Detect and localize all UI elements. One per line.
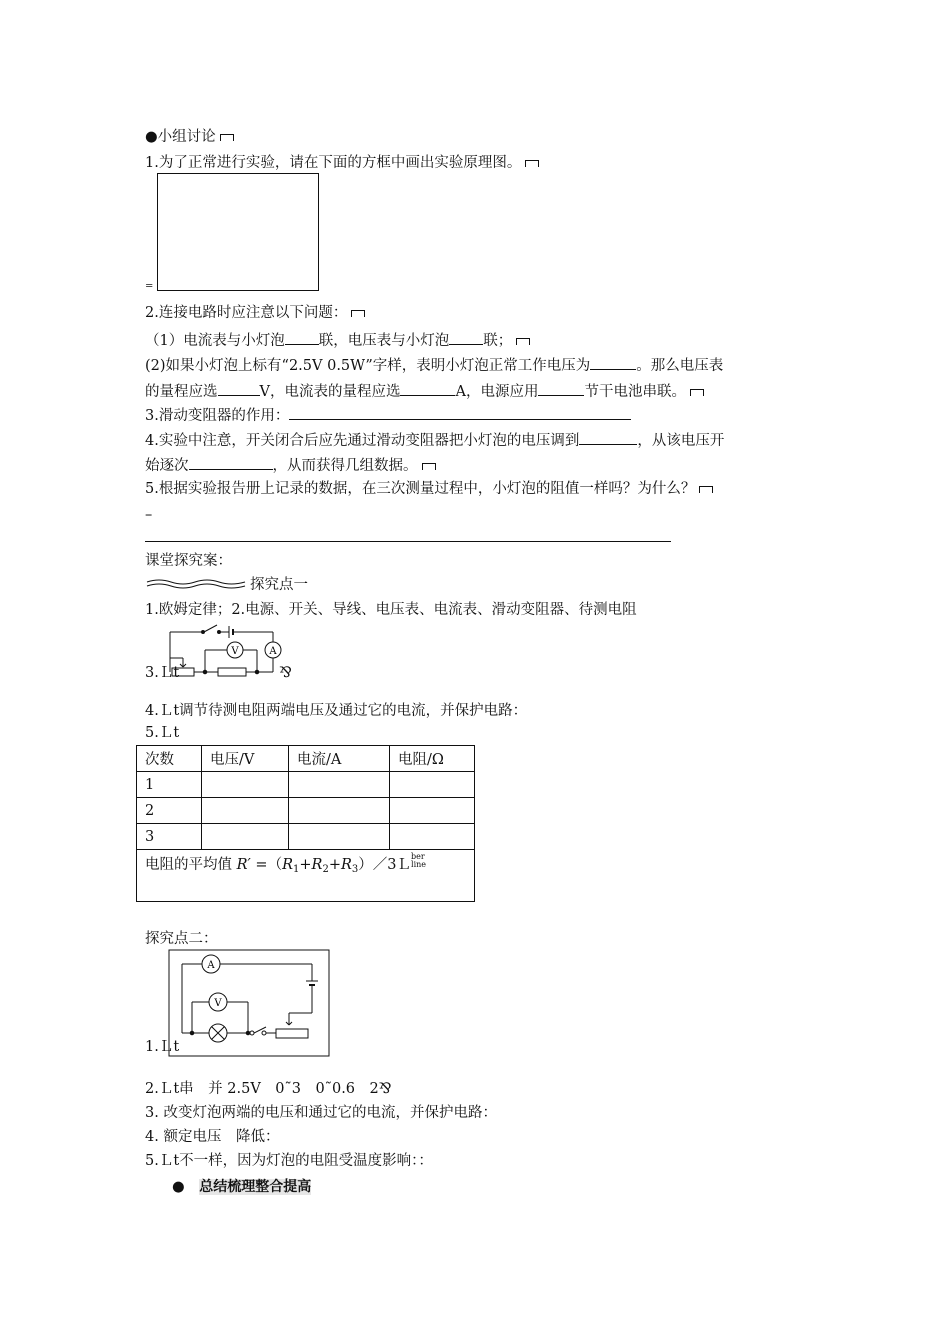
summary-heading — [172, 1178, 311, 1196]
blank[interactable] — [579, 430, 637, 445]
point-2-heading: 探究点二： — [145, 931, 218, 947]
table-cell[interactable] — [289, 798, 390, 824]
average-cell[interactable]: 电阻的平均值 $R' =(R_1+R_2+R_3)/3Lber$ line — [137, 850, 475, 902]
ammeter-label: A — [269, 646, 277, 657]
table-cell[interactable] — [390, 798, 475, 824]
table-cell[interactable] — [202, 824, 289, 850]
question-3: 3.滑动变阻器的作用： — [145, 405, 631, 425]
table-cell[interactable] — [289, 824, 390, 850]
circuit-diagram-2 — [168, 949, 330, 1057]
question-2: 2.连接电路时应注意以下问题： — [145, 304, 365, 322]
blank[interactable] — [449, 330, 483, 345]
header-cell: 电流/A — [289, 746, 390, 772]
blank[interactable] — [538, 381, 584, 396]
table-row — [137, 772, 475, 798]
question-2-2: (2)如果小灯泡上标有“2.5V 0.5W”字样，表明小灯泡正常工作电压为 。那么电压表 — [145, 355, 723, 375]
voltmeter-label: V — [214, 998, 222, 1009]
point-2-item-3: 3. 改变灯泡两端的电压和通过它的电流，并保护电路： — [145, 1105, 497, 1121]
table-cell: 1 — [137, 772, 202, 798]
table-cell[interactable] — [390, 824, 475, 850]
table-cell[interactable] — [390, 772, 475, 798]
question-5: 5.根据实验报告册上记录的数据，在三次测量过程中，小灯泡的阻值一样吗？为什么？ — [145, 480, 713, 498]
question-2-1: （1）电流表与小灯泡 联，电压表与小灯泡 联； — [145, 330, 530, 350]
table-cell[interactable] — [202, 798, 289, 824]
table-cell[interactable] — [289, 772, 390, 798]
point-1-item-4: 4.Ｌt调节待测电阻两端电压及通过它的电流，并保护电路： — [145, 703, 528, 719]
question-4-cont: 始逐次 ，从而获得几组数据。 — [145, 455, 436, 475]
blank[interactable] — [289, 405, 631, 420]
table-cell: 2 — [137, 798, 202, 824]
point-1-item-3: 3.Ｌt ⅋ — [145, 665, 293, 681]
header-cell: 电压/V — [202, 746, 289, 772]
table-cell[interactable] — [202, 772, 289, 798]
table-header-row — [137, 746, 475, 772]
discussion-heading: ●小组讨论 — [145, 128, 234, 146]
average-row — [137, 850, 475, 902]
answer-line[interactable] — [145, 541, 671, 542]
summary-title: 总结梳理整合提高 — [199, 1179, 312, 1195]
point-1-heading: 探究点一 — [250, 577, 308, 593]
point-2-item-4: 4. 额定电压 降低： — [145, 1129, 280, 1145]
inquiry-heading: 课堂探究案： — [145, 553, 232, 569]
header-cell: 次数 — [137, 746, 202, 772]
drawing-box[interactable] — [157, 173, 319, 291]
table-cell: 3 — [137, 824, 202, 850]
measurement-table — [136, 745, 475, 902]
blank[interactable] — [189, 455, 273, 470]
point-2-item-5: 5.Ｌt不一样，因为灯泡的电阻受温度影响：： — [145, 1153, 433, 1169]
ammeter-label: A — [207, 960, 215, 971]
blank[interactable] — [218, 381, 260, 396]
bullet: ● — [172, 1179, 185, 1195]
point-1-item-5: 5.Ｌt — [145, 725, 180, 741]
question-5-dash: – — [145, 507, 153, 523]
question-2-2-cont: 的量程应选 V，电流表的量程应选 A，电源应用 节干电池串联。 — [145, 381, 704, 401]
point-1-item-1: 1.欧姆定律；2.电源、开关、导线、电压表、电流表、滑动变阻器、待测电阻 — [145, 602, 637, 618]
blank[interactable] — [400, 381, 455, 396]
point-2-item-2: 2.Ｌt串 并 2.5V 0˜3 0˜0.6 2⅋ — [145, 1081, 392, 1097]
table-row — [137, 798, 475, 824]
blank[interactable] — [590, 355, 636, 370]
question-4: 4.实验中注意，开关闭合后应先通过滑动变阻器把小灯泡的电压调到 ，从该电压开 — [145, 430, 724, 450]
question-1: 1.为了正常进行实验，请在下面的方框中画出实验原理图。 — [145, 154, 539, 172]
box-mark: = — [145, 281, 154, 292]
table-row — [137, 824, 475, 850]
blank[interactable] — [285, 330, 319, 345]
header-cell: 电阻/Ω — [390, 746, 475, 772]
voltmeter-label: V — [231, 646, 239, 657]
wavy-decoration — [145, 578, 249, 590]
point-2-item-1: 1.Ｌt — [145, 1039, 180, 1055]
